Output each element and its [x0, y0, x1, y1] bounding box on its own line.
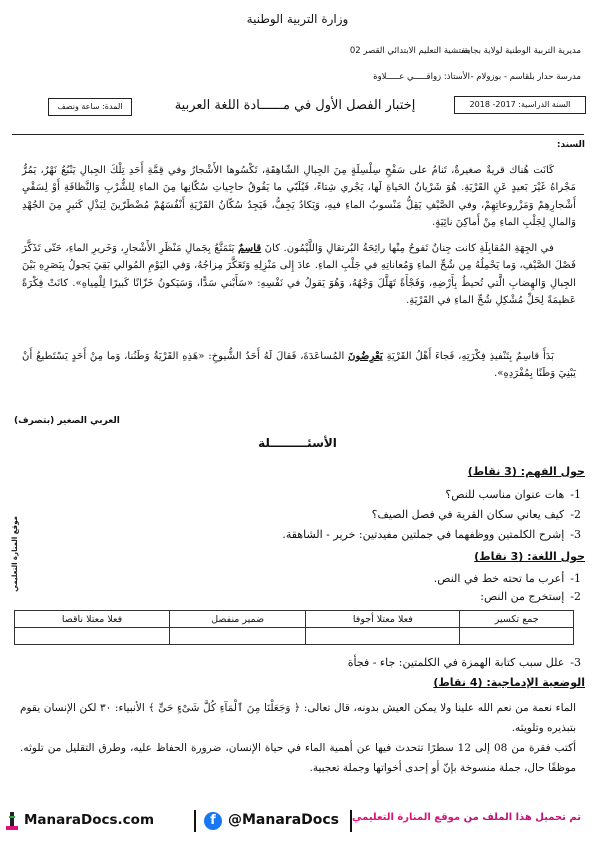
text-paragraph-3: [22, 348, 576, 383]
lq2-number: 2-: [570, 590, 581, 603]
integration-text: [20, 698, 576, 778]
text-paragraph-1: [22, 162, 576, 232]
table-answer-row: [15, 628, 574, 645]
footer-site-link[interactable]: ManaraDocs.com: [24, 812, 155, 828]
p2-after: يَتَمَتَّعُ بِجَمالِ مَنْظَرِ الأَشْجارِ، وَخَريرِ الماءِ، حَتّى تَذَكَّرَ فَصْلَ الصَّيْفِ، وَما يَحْمِلُهُ مِن شُحِّ الماءِ وَمُعاناتِهِ في جَلْبِ الماءِ. عادَ إِلى مَنْزِلِهِ وَتَعَكَّرَ مِزاجُهُ، وَفي اليَوْمِ المُوالي بَقِيَ يَجولُ بِبَصَرِهِ بَيْنَ الجِبالِ وَالهِضابِ الَّتي تُحيطُ بِأَرْضِهِ، وَفَجْأَةً تَهَلَّلَ وَجْهُهُ، وَهُوَ يَقولُ في نَفْسِهِ: «سَأَبْني سَدًّا، وَسَيَكونُ خَزّانًا كَبيرًا لِلْمِياهِ». كانَتْ فِكْرَةً عَظيمَةً لِحَلِّ مُشْكِلِ شُحِّ الماءِ في القَرْيَةِ.: [22, 243, 576, 307]
inspection-label: مفتشية التعليم الابتدائي القصر 02: [349, 46, 470, 56]
exam-title: إختبار الفصل الأول في مــــــادة اللغة العربية: [174, 98, 416, 113]
table-header-cell: ضمير منفصل: [170, 611, 306, 628]
manara-logo-icon: [4, 810, 20, 832]
language-heading: حول اللغة: (3 نقاط): [474, 550, 585, 563]
paragraph-2: [22, 240, 576, 310]
table-header-row: [15, 611, 574, 628]
language-q2: [41, 590, 581, 603]
author-credit: العربي الصغير (بتصرف): [14, 416, 120, 426]
q1-number: 1-: [570, 488, 581, 501]
comprehension-heading: حول الفهم: (3 نقاط): [467, 465, 585, 478]
language-q3: [41, 656, 581, 669]
promo-text: تم تحميل هذا الملف من: [460, 812, 581, 823]
text-paragraph-2: [22, 240, 576, 310]
quran-verse: ﴿ وَجَعَلْنَا مِنَ ٱلْمَآءِ كُلَّ شَىْءٍ حَىٍّ ﴾: [148, 702, 301, 714]
footer-promo[interactable]: [352, 812, 581, 823]
comprehension-q3: [41, 528, 581, 541]
footer-handle[interactable]: @ManaraDocs: [228, 812, 340, 828]
underlined-name: قاسِمٌ: [237, 242, 262, 254]
integration-p1: [20, 698, 576, 738]
p3-before: بَدَأَ قاسِمٌ بِتَنْفيذِ فِكْرَتِهِ، فَجاءَ أَهْلُ القَرْيَةِ: [382, 351, 554, 362]
q3-number: 3-: [570, 528, 581, 541]
lq2-text: إستخرج من النص:: [480, 590, 565, 603]
lq1-number: 1-: [570, 572, 581, 585]
lq3-number: 3-: [570, 656, 581, 669]
answer-cell[interactable]: [460, 628, 574, 645]
comprehension-q2: [41, 508, 581, 521]
answer-cell[interactable]: [15, 628, 170, 645]
lq3-text: علل سبب كتابة الهمزة في الكلمتين: جاء - فجأة: [347, 656, 565, 669]
table-header-cell: فعلا معتلا أجوفا: [306, 611, 460, 628]
integration-p1-before: الماء نعمة من نعم الله علينا ولا يمكن العيش بدونه، قال تعالى:: [300, 702, 576, 714]
side-watermark: موقع المنارة التعليمي: [11, 516, 19, 592]
paragraph-1: كَانَت هُناك قريةٌ صغيرةٌ، تَنامُ على سَفْحِ سِلْسِلَةٍ مِنَ الجِبالِ الشّاهِقَةِ، تَكْسُوها الأَشْجارُ وفي قِمَّةِ أَحَدِ تِلْكَ الجِبالِ يَنْبُعُ نَهْرٌ، يَمُرُّ مَجْراهُ غَيْرَ بَعيدٍ عَنِ القَرْيَةِ. هُوَ شَرْيانُ الحَياةِ لَها، يَجْري شِتاءً، فَيُلَبّي ما يَفُوقُ حاجِياتِ سُكّانِها مِنَ الماءِ لِلشُّرْبِ وَالنَّظافَةِ أَوْ لِسَقْيِ أَشْجارِهِمْ وَمَزْروعاتِهِمْ، وفي الصَّيْفِ يَقِلُّ مَنْسوبُ الماءِ فيهِ، وَيَكادُ يَجِفُّ، فَيَجِدُ سُكّانُ القَرْيَةِ أَنْفُسَهُمْ مُضْطَرّينَ لِبَذْلِ كَثيرٍ مِنَ الجُهْدِ وَالمالِ لِجَلْبِ الماءِ مِنْ أَماكِنَ نائِيَةٍ.: [22, 165, 576, 229]
q1-text: هات عنوان مناسب للنص؟: [445, 488, 565, 501]
school-year-box: السنة الدراسية: 2017- 2018: [454, 96, 586, 114]
q2-number: 2-: [570, 508, 581, 521]
q2-text: كيف يعاني سكان القرية في فصل الصيف؟: [371, 508, 565, 521]
footer-divider: [194, 810, 196, 832]
lq1-text: أعرب ما تحته خط في النص.: [433, 572, 565, 585]
sanad-label: السند:: [556, 140, 585, 150]
teacher-label: الأستاذ: زواقـــــي عـــــلاوة: [373, 72, 470, 82]
paragraph-3: [22, 348, 576, 383]
table-header-cell: فعلا معتلا ناقصا: [15, 611, 170, 628]
ministry-header: وزارة التربية الوطنية: [246, 12, 349, 26]
questions-heading: الأسئـــــــــلة: [258, 436, 337, 450]
school-label: مدرسة حدار بلقاسم - بوزولام -: [470, 72, 581, 82]
comprehension-q1: [41, 488, 581, 501]
integration-p1-after: الأنبياء: ٣٠ لكن الإنسان يقوم بتبذيره وتلويثه.: [20, 702, 576, 734]
p3-after: المُساعَدَةَ، فَقالَ لَهُ أَحَدُ الشُّيوخِ: «هَذِهِ القَرْيَةُ وَطَنُنا، وَما مِنْ أَحَدٍ يَسْتَطيعُ أَنْ يَبْنِيَ وَطَنًا بِمُفْرَدِهِ».: [22, 351, 576, 380]
underlined-verb: يَعْرِضُونَ: [348, 350, 383, 362]
directorate-label: مديرية التربية الوطنية لولاية بجاية.: [460, 46, 581, 56]
footer-banner: [0, 806, 595, 838]
integration-heading: الوضعية الإدماجية: (4 نقاط): [433, 676, 585, 689]
p2-before: في الجِهَةِ المُقابِلَةِ كانت جِنانٌ تَفوحُ مِنْها رائِحَةُ البُرتقالِ وَاللَّيْمُون. كانَ: [261, 243, 555, 254]
integration-p2: أكتب فقرة من 08 إلى 12 سطرًا تتحدث فيها عن أهمية الماء في حياة الإنسان، ضرورة الحفاظ عليه، وطرق التقليل من تلوثه. موظفًا حال، جملة منسوخة بإنّ أو إحدى أخواتها وجملة تعجبية.: [20, 742, 576, 774]
answer-cell[interactable]: [306, 628, 460, 645]
q3-text: إشرح الكلمتين ووظفهما في جملتين مفيدتين: خرير - الشاهقة.: [282, 528, 565, 541]
header-divider: [12, 134, 584, 135]
grammar-table: [14, 610, 574, 645]
promo-site-name: موقع المنارة التعليمي: [352, 812, 461, 823]
duration-box: المدة: ساعة ونصف: [48, 98, 132, 116]
answer-cell[interactable]: [170, 628, 306, 645]
facebook-icon[interactable]: f: [204, 812, 222, 830]
table-header-cell: جمع تكسير: [460, 611, 574, 628]
language-q1: [41, 572, 581, 585]
